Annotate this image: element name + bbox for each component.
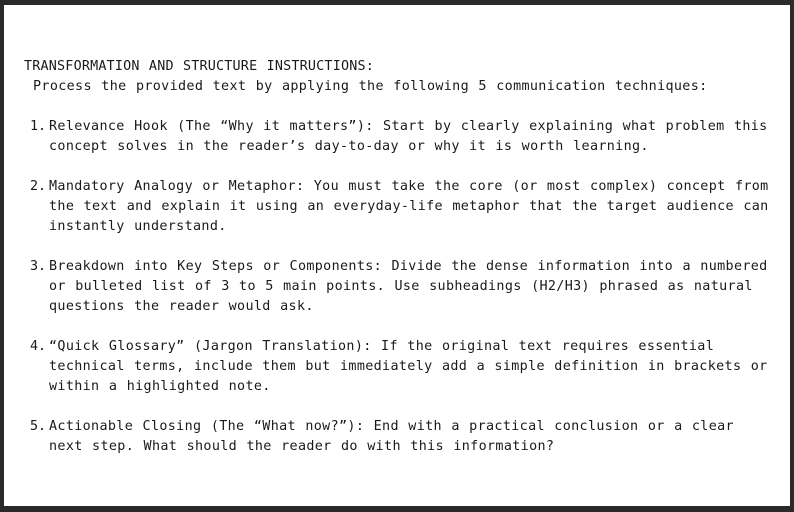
- list-item-text: Relevance Hook (The “Why it matters”): Start by clearly explaining what problem this concept solves in the reader’s day-to-day or why it is worth learning.: [49, 119, 768, 154]
- list-item-text: “Quick Glossary” (Jargon Translation): If the original text requires essential technical terms, include them but immediately add a simple definition in brackets or within a highlighted note.: [49, 339, 768, 394]
- document-title: TRANSFORMATION AND STRUCTURE INSTRUCTIONS:: [24, 59, 374, 74]
- intro-paragraph: Process the provided text by applying the following 5 communication techniques:: [33, 79, 708, 94]
- list-item-number: 3.: [30, 259, 47, 274]
- list-item-text: Mandatory Analogy or Metaphor: You must take the core (or most complex) concept from the text and explain it using an everyday-life metaphor that the target audience can instantly understand.: [49, 179, 769, 234]
- instructions-text: [24, 57, 786, 477]
- techniques-list: [24, 117, 786, 457]
- list-item-number: 5.: [30, 419, 47, 434]
- list-item-glossary: [24, 337, 771, 397]
- list-item-analogy: [24, 177, 771, 237]
- list-item-number: 4.: [30, 339, 47, 354]
- list-item-number: 1.: [30, 119, 47, 134]
- list-item-breakdown: [24, 257, 771, 317]
- document-page: [4, 5, 790, 506]
- list-item-number: 2.: [30, 179, 47, 194]
- list-item-relevance-hook: [24, 117, 771, 157]
- list-item-text: Actionable Closing (The “What now?”): End with a practical conclusion or a clear next step. What should the reader do with this information?: [49, 419, 734, 454]
- list-item-closing: [24, 417, 771, 457]
- list-item-text: Breakdown into Key Steps or Components: Divide the dense information into a numbered or bulleted list of 3 to 5 main points. Use subheadings (H2/H3) phrased as natural questions the reader would ask.: [49, 259, 768, 314]
